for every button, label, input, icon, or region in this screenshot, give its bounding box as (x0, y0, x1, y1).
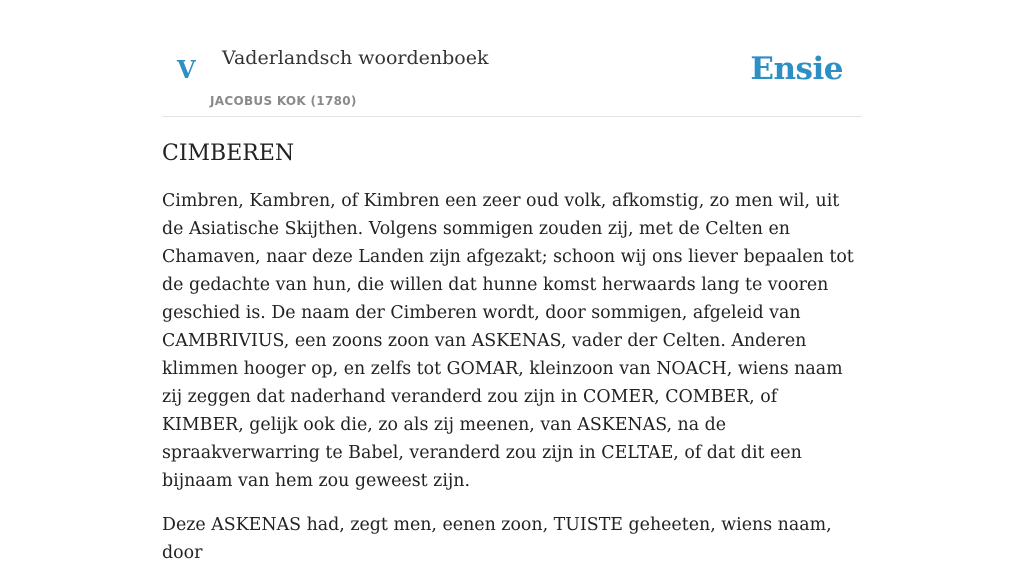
book-author: JACOBUS KOK (1780) (210, 94, 357, 108)
entry-paragraph: Cimbren, Kambren, of Kimbren een zeer oud volk, afkomstig, zo men wil, uit de Asiatische Skijthen. Volgens sommigen zouden zij, met de Celten en Chamaven, naar deze Landen zijn afgezakt; schoon wij ons liever bepaalen tot de gedachte van hun, die willen dat hunne komst herwaards lang te vooren geschied is. De naam der Cimberen wordt, door sommigen, afgeleid van CAMBRIVIUS, een zoons zoon van ASKENAS, vader der Celten. Anderen klimmen hooger op, en zelfs tot GOMAR, kleinzoon van NOACH, wiens naam zij zeggen dat naderhand veranderd zou zijn in COMER, COMBER, of KIMBER, gelijk ook die, zo als zij meenen, van ASKENAS, na de spraakverwarring te Babel, veranderd zou zijn in CELTAE, of dat dit een bijnaam van hem zou geweest zijn. (162, 191, 854, 491)
book-initial-badge[interactable]: V (177, 55, 196, 84)
entry-content (162, 138, 862, 583)
entry-title: CIMBEREN (162, 141, 295, 166)
book-title-link[interactable]: Vaderlandsch woordenboek (222, 47, 489, 69)
page-header (162, 0, 862, 117)
ensie-logo[interactable]: Ensie (750, 51, 843, 87)
entry-paragraph: Deze ASKENAS had, zegt men, eenen zoon, TUISTE geheeten, wiens naam, door (162, 515, 832, 563)
